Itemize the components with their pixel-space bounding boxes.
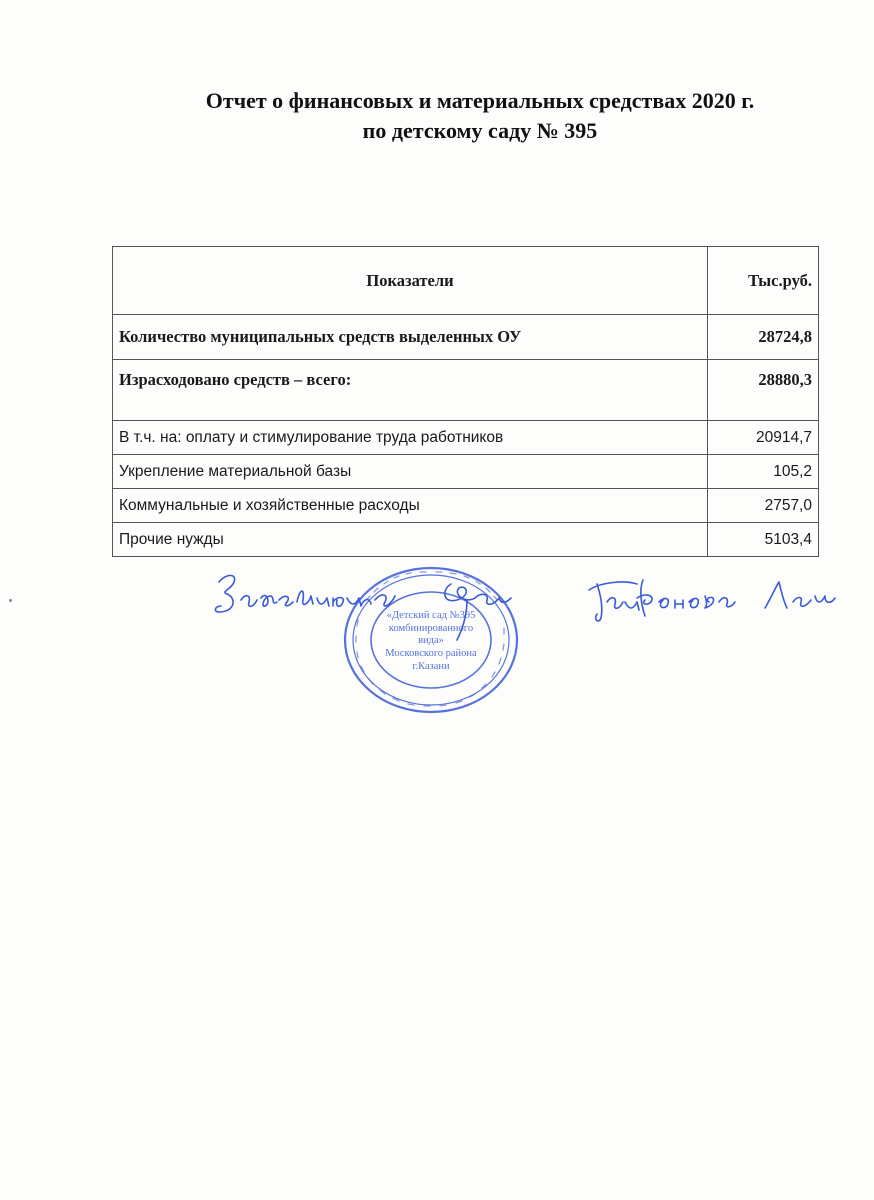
scan-speck	[9, 599, 12, 602]
row-value-material-base: 105,2	[708, 455, 819, 489]
table-header-row	[113, 247, 819, 315]
table-row	[113, 421, 819, 455]
title-line-2: по детскому саду № 395	[362, 118, 598, 143]
row-label-spent-total: Израсходовано средств – всего:	[113, 360, 708, 421]
row-value-utilities: 2757,0	[708, 489, 819, 523]
row-value-allocated: 28724,8	[708, 315, 819, 360]
row-label-material-base: Укрепление материальной базы	[113, 455, 708, 489]
header-indicator: Показатели	[113, 247, 708, 315]
svg-text:комбинированного: комбинированного	[388, 623, 474, 634]
row-label-other: Прочие нужды	[113, 523, 708, 557]
row-value-salaries: 20914,7	[708, 421, 819, 455]
svg-text:Московского района: Московского района	[385, 648, 477, 659]
row-value-other: 5103,4	[708, 523, 819, 557]
handwritten-signature	[205, 560, 865, 650]
svg-text:г.Казани: г.Казани	[412, 661, 450, 672]
row-value-spent-total: 28880,3	[708, 360, 819, 421]
row-label-salaries: В т.ч. на: оплату и стимулирование труда работников	[113, 421, 708, 455]
table-row	[113, 360, 819, 421]
document-title	[0, 86, 874, 146]
svg-text:«Детский сад №395: «Детский сад №395	[386, 610, 476, 621]
table-row	[113, 315, 819, 360]
svg-text:вида»: вида»	[418, 635, 444, 646]
row-label-allocated: Количество муниципальных средств выделенных ОУ	[113, 315, 708, 360]
report-table	[112, 246, 819, 557]
title-line-1: Отчет о финансовых и материальных средствах 2020 г.	[205, 88, 755, 113]
table-row	[113, 523, 819, 557]
table-row	[113, 455, 819, 489]
table-row	[113, 489, 819, 523]
stamp-seal	[336, 560, 526, 720]
header-value: Тыс.руб.	[708, 247, 819, 315]
row-label-utilities: Коммунальные и хозяйственные расходы	[113, 489, 708, 523]
